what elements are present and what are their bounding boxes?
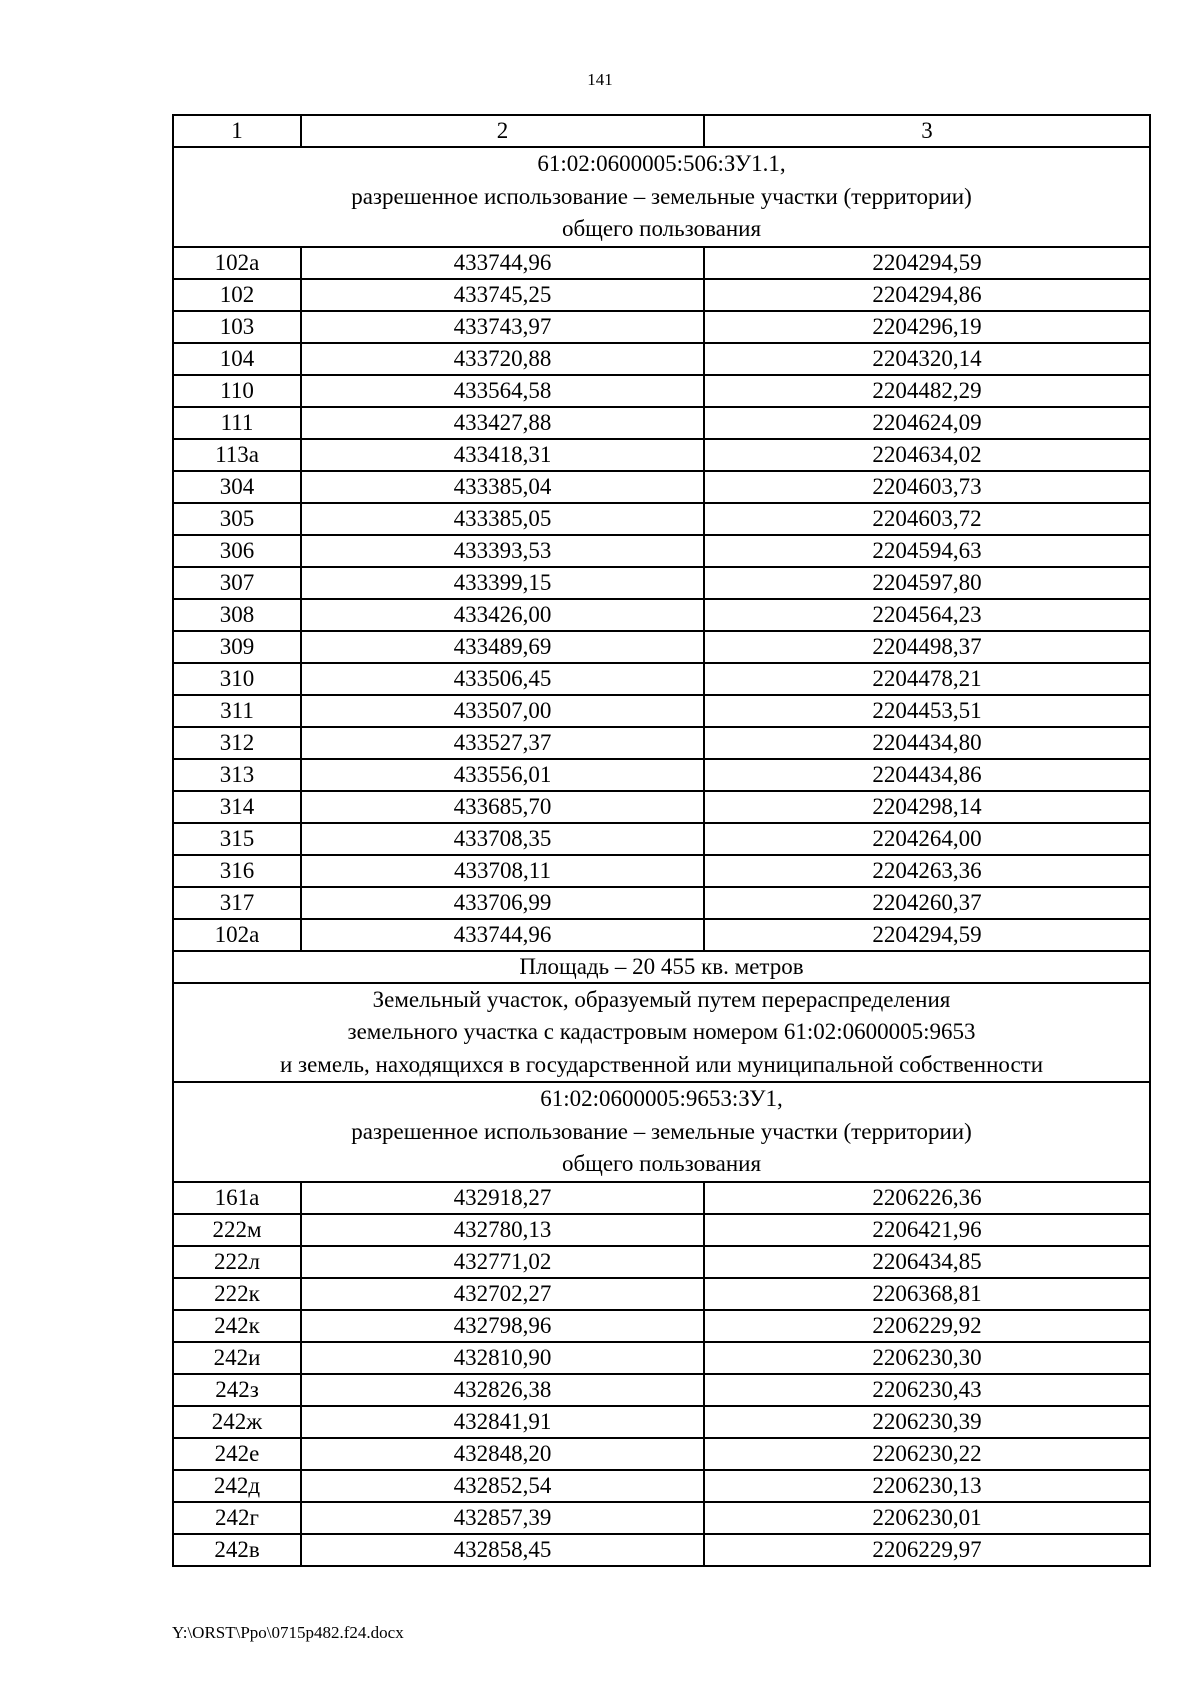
point-number-cell: 311 [173, 695, 301, 727]
x-coordinate-cell: 433706,99 [301, 887, 704, 919]
x-coordinate-cell: 433720,88 [301, 343, 704, 375]
y-coordinate-cell: 2204294,86 [704, 279, 1150, 311]
y-coordinate-cell: 2204298,14 [704, 791, 1150, 823]
y-coordinate-cell: 2204264,00 [704, 823, 1150, 855]
point-number-cell: 102а [173, 247, 301, 279]
x-coordinate-cell: 433507,00 [301, 695, 704, 727]
y-coordinate-cell: 2206230,39 [704, 1406, 1150, 1438]
section1-area: Площадь – 20 455 кв. метров [173, 951, 1150, 983]
point-number-cell: 242г [173, 1502, 301, 1534]
section1-title-line: 61:02:0600005:506:ЗУ1.1, [537, 151, 786, 176]
x-coordinate-cell: 433426,00 [301, 599, 704, 631]
table-row [173, 823, 1150, 855]
x-coordinate-cell: 433427,88 [301, 407, 704, 439]
point-number-cell: 102а [173, 919, 301, 951]
table-row [173, 1534, 1150, 1566]
y-coordinate-cell: 2206230,01 [704, 1502, 1150, 1534]
table-row [173, 1470, 1150, 1502]
table-row [173, 343, 1150, 375]
y-coordinate-cell: 2204260,37 [704, 887, 1150, 919]
table-row [173, 439, 1150, 471]
table-row [173, 1438, 1150, 1470]
section1-title-line: разрешенное использование – земельные участки (территории) [351, 183, 972, 209]
point-number-cell: 222л [173, 1246, 301, 1278]
y-coordinate-cell: 2204634,02 [704, 439, 1150, 471]
section1-title-line: общего пользования [561, 216, 762, 241]
y-coordinate-cell: 2204294,59 [704, 247, 1150, 279]
table-row [173, 1374, 1150, 1406]
point-number-cell: 222м [173, 1214, 301, 1246]
section2-description-line: земельного участка с кадастровым номером 61:02:0600005:9653 [347, 1019, 976, 1044]
y-coordinate-cell: 2206226,36 [704, 1182, 1150, 1214]
table-row [173, 311, 1150, 343]
point-number-cell: 113а [173, 439, 301, 471]
table-row [173, 1406, 1150, 1438]
table-row [173, 663, 1150, 695]
section2-title-line: общего пользования [561, 1151, 762, 1176]
y-coordinate-cell: 2204564,23 [704, 599, 1150, 631]
y-coordinate-cell: 2204294,59 [704, 919, 1150, 951]
column-header-row [173, 115, 1150, 147]
y-coordinate-cell: 2206230,43 [704, 1374, 1150, 1406]
x-coordinate-cell: 432858,45 [301, 1534, 704, 1566]
point-number-cell: 316 [173, 855, 301, 887]
table-row [173, 1502, 1150, 1534]
x-coordinate-cell: 433393,53 [301, 535, 704, 567]
point-number-cell: 306 [173, 535, 301, 567]
y-coordinate-cell: 2204296,19 [704, 311, 1150, 343]
section2-title-line: 61:02:0600005:9653:ЗУ1, [540, 1086, 783, 1111]
y-coordinate-cell: 2206230,13 [704, 1470, 1150, 1502]
x-coordinate-cell: 432841,91 [301, 1406, 704, 1438]
point-number-cell: 242е [173, 1438, 301, 1470]
x-coordinate-cell: 433564,58 [301, 375, 704, 407]
section2-title-row [173, 1082, 1150, 1182]
x-coordinate-cell: 432771,02 [301, 1246, 704, 1278]
footer-file-path: Y:\ORST\Ppo\0715p482.f24.docx [172, 1623, 404, 1642]
table-row [173, 279, 1150, 311]
coordinates-table-body [173, 115, 1150, 1566]
point-number-cell: 161а [173, 1182, 301, 1214]
table-row [173, 1278, 1150, 1310]
column-header-1: 1 [173, 115, 301, 147]
section1-title-row [173, 147, 1150, 247]
y-coordinate-cell: 2204603,73 [704, 471, 1150, 503]
point-number-cell: 103 [173, 311, 301, 343]
point-number-cell: 242з [173, 1374, 301, 1406]
y-coordinate-cell: 2204603,72 [704, 503, 1150, 535]
section2-description-line: Земельный участок, образуемый путем перераспределения [372, 986, 951, 1012]
x-coordinate-cell: 433745,25 [301, 279, 704, 311]
section2-description-row [173, 983, 1150, 1083]
table-row [173, 375, 1150, 407]
point-number-cell: 312 [173, 727, 301, 759]
table-row [173, 407, 1150, 439]
x-coordinate-cell: 432852,54 [301, 1470, 704, 1502]
x-coordinate-cell: 433744,96 [301, 247, 704, 279]
table-row [173, 535, 1150, 567]
section1-area-row [173, 951, 1150, 983]
x-coordinate-cell: 433418,31 [301, 439, 704, 471]
table-row [173, 695, 1150, 727]
table-row [173, 1246, 1150, 1278]
coordinates-table [172, 114, 1151, 1567]
x-coordinate-cell: 432848,20 [301, 1438, 704, 1470]
point-number-cell: 104 [173, 343, 301, 375]
point-number-cell: 308 [173, 599, 301, 631]
table-row [173, 471, 1150, 503]
x-coordinate-cell: 433556,01 [301, 759, 704, 791]
point-number-cell: 242ж [173, 1406, 301, 1438]
point-number-cell: 314 [173, 791, 301, 823]
y-coordinate-cell: 2206230,30 [704, 1342, 1150, 1374]
point-number-cell: 242д [173, 1470, 301, 1502]
y-coordinate-cell: 2204624,09 [704, 407, 1150, 439]
x-coordinate-cell: 433743,97 [301, 311, 704, 343]
point-number-cell: 305 [173, 503, 301, 535]
point-number-cell: 304 [173, 471, 301, 503]
y-coordinate-cell: 2206434,85 [704, 1246, 1150, 1278]
x-coordinate-cell: 433489,69 [301, 631, 704, 663]
y-coordinate-cell: 2204597,80 [704, 567, 1150, 599]
x-coordinate-cell: 433506,45 [301, 663, 704, 695]
section2-title-line: разрешенное использование – земельные участки (территории) [351, 1118, 972, 1144]
point-number-cell: 102 [173, 279, 301, 311]
point-number-cell: 313 [173, 759, 301, 791]
x-coordinate-cell: 433385,05 [301, 503, 704, 535]
table-row [173, 567, 1150, 599]
x-coordinate-cell: 432780,13 [301, 1214, 704, 1246]
table-row [173, 727, 1150, 759]
page-number: 141 [587, 70, 613, 89]
x-coordinate-cell: 432702,27 [301, 1278, 704, 1310]
y-coordinate-cell: 2204594,63 [704, 535, 1150, 567]
y-coordinate-cell: 2204482,29 [704, 375, 1150, 407]
y-coordinate-cell: 2204478,21 [704, 663, 1150, 695]
section2-description-line: и земель, находящихся в государственной или муниципальной собственности [279, 1051, 1044, 1077]
y-coordinate-cell: 2204453,51 [704, 695, 1150, 727]
x-coordinate-cell: 433527,37 [301, 727, 704, 759]
point-number-cell: 110 [173, 375, 301, 407]
point-number-cell: 242к [173, 1310, 301, 1342]
y-coordinate-cell: 2206368,81 [704, 1278, 1150, 1310]
y-coordinate-cell: 2206229,97 [704, 1534, 1150, 1566]
table-row [173, 919, 1150, 951]
section1-title [173, 147, 1150, 247]
table-row [173, 855, 1150, 887]
x-coordinate-cell: 432857,39 [301, 1502, 704, 1534]
x-coordinate-cell: 432826,38 [301, 1374, 704, 1406]
table-row [173, 1310, 1150, 1342]
table-row [173, 631, 1150, 663]
point-number-cell: 242и [173, 1342, 301, 1374]
table-row [173, 1182, 1150, 1214]
x-coordinate-cell: 433708,35 [301, 823, 704, 855]
x-coordinate-cell: 432918,27 [301, 1182, 704, 1214]
table-row [173, 887, 1150, 919]
table-row [173, 759, 1150, 791]
y-coordinate-cell: 2204263,36 [704, 855, 1150, 887]
table-row [173, 503, 1150, 535]
y-coordinate-cell: 2204434,86 [704, 759, 1150, 791]
section2-description [173, 983, 1150, 1083]
x-coordinate-cell: 433399,15 [301, 567, 704, 599]
point-number-cell: 222к [173, 1278, 301, 1310]
point-number-cell: 111 [173, 407, 301, 439]
table-row [173, 599, 1150, 631]
x-coordinate-cell: 432798,96 [301, 1310, 704, 1342]
y-coordinate-cell: 2206421,96 [704, 1214, 1150, 1246]
table-row [173, 791, 1150, 823]
section2-title [173, 1082, 1150, 1182]
point-number-cell: 307 [173, 567, 301, 599]
y-coordinate-cell: 2206230,22 [704, 1438, 1150, 1470]
x-coordinate-cell: 433685,70 [301, 791, 704, 823]
y-coordinate-cell: 2204498,37 [704, 631, 1150, 663]
y-coordinate-cell: 2204320,14 [704, 343, 1150, 375]
point-number-cell: 242в [173, 1534, 301, 1566]
point-number-cell: 310 [173, 663, 301, 695]
table-row [173, 1214, 1150, 1246]
x-coordinate-cell: 432810,90 [301, 1342, 704, 1374]
point-number-cell: 315 [173, 823, 301, 855]
x-coordinate-cell: 433744,96 [301, 919, 704, 951]
x-coordinate-cell: 433708,11 [301, 855, 704, 887]
y-coordinate-cell: 2204434,80 [704, 727, 1150, 759]
column-header-2: 2 [301, 115, 704, 147]
point-number-cell: 309 [173, 631, 301, 663]
y-coordinate-cell: 2206229,92 [704, 1310, 1150, 1342]
column-header-3: 3 [704, 115, 1150, 147]
point-number-cell: 317 [173, 887, 301, 919]
x-coordinate-cell: 433385,04 [301, 471, 704, 503]
table-row [173, 247, 1150, 279]
table-row [173, 1342, 1150, 1374]
